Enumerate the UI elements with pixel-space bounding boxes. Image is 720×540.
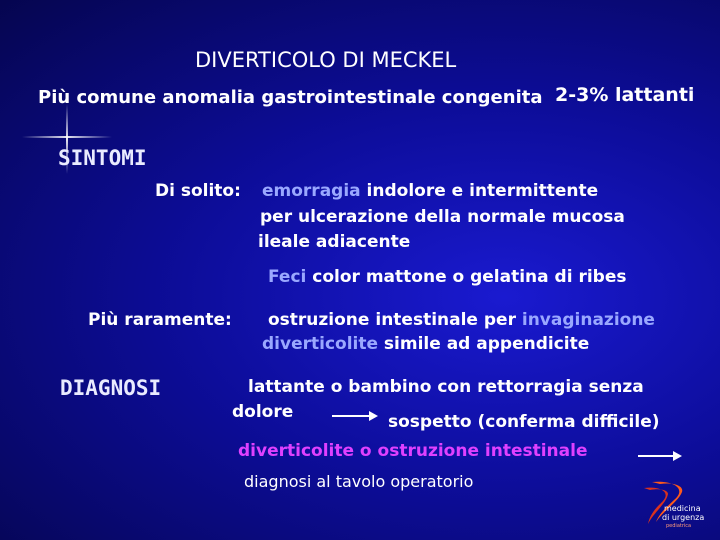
raramente-line-1-highlight: invaginazione: [521, 310, 655, 330]
logo-text-2: di urgenza: [662, 513, 705, 522]
diagnosi-line-4: diagnosi al tavolo operatorio: [244, 472, 474, 491]
medicina-urgenza-logo: [630, 478, 712, 536]
slide-subtitle: Più comune anomalia gastrointestinale congenita: [38, 87, 543, 108]
raramente-line-2: [262, 335, 589, 355]
logo-text-3: pediatrica: [666, 523, 692, 529]
sparkle-decoration-icon: [22, 104, 112, 184]
sintomi-line-1-rest: indolore e intermittente: [360, 181, 599, 201]
diagnosi-heading: DIAGNOSI: [60, 376, 162, 400]
sintomi-label: Di solito:: [155, 181, 241, 201]
raramente-line-2-highlight: diverticolite: [262, 334, 379, 354]
raramente-line-1: [268, 311, 655, 331]
sintomi-line-4-highlight: Feci: [268, 267, 307, 287]
sintomi-line-4: [268, 268, 627, 288]
sintomi-line-4-rest: color mattone o gelatina di ribes: [306, 267, 627, 287]
arrow-right-icon: [638, 455, 680, 457]
raramente-line-1-rest: ostruzione intestinale per: [268, 310, 522, 330]
diagnosi-line-2-after: sospetto (conferma difficile): [388, 412, 660, 432]
slide-title: DIVERTICOLO DI MECKEL: [195, 48, 457, 72]
raramente-label: Più raramente:: [88, 310, 232, 330]
raramente-line-2-rest: simile ad appendicite: [378, 334, 590, 354]
diagnosi-line-2: dolore: [232, 402, 294, 422]
diagnosi-line-1: lattante o bambino con rettorragia senza: [248, 377, 644, 397]
logo-text-1: medicina: [664, 504, 701, 513]
sintomi-line-1: [262, 182, 598, 202]
sintomi-line-3: ileale adiacente: [258, 232, 411, 252]
sintomi-heading: SINTOMI: [58, 146, 147, 170]
sintomi-line-2: per ulcerazione della normale mucosa: [260, 207, 625, 227]
diagnosi-line-3: diverticolite o ostruzione intestinale: [238, 441, 588, 461]
prevalence-text: 2-3% lattanti: [555, 84, 695, 106]
sintomi-line-1-highlight: emorragia: [262, 181, 361, 201]
arrow-right-icon: [332, 415, 376, 417]
